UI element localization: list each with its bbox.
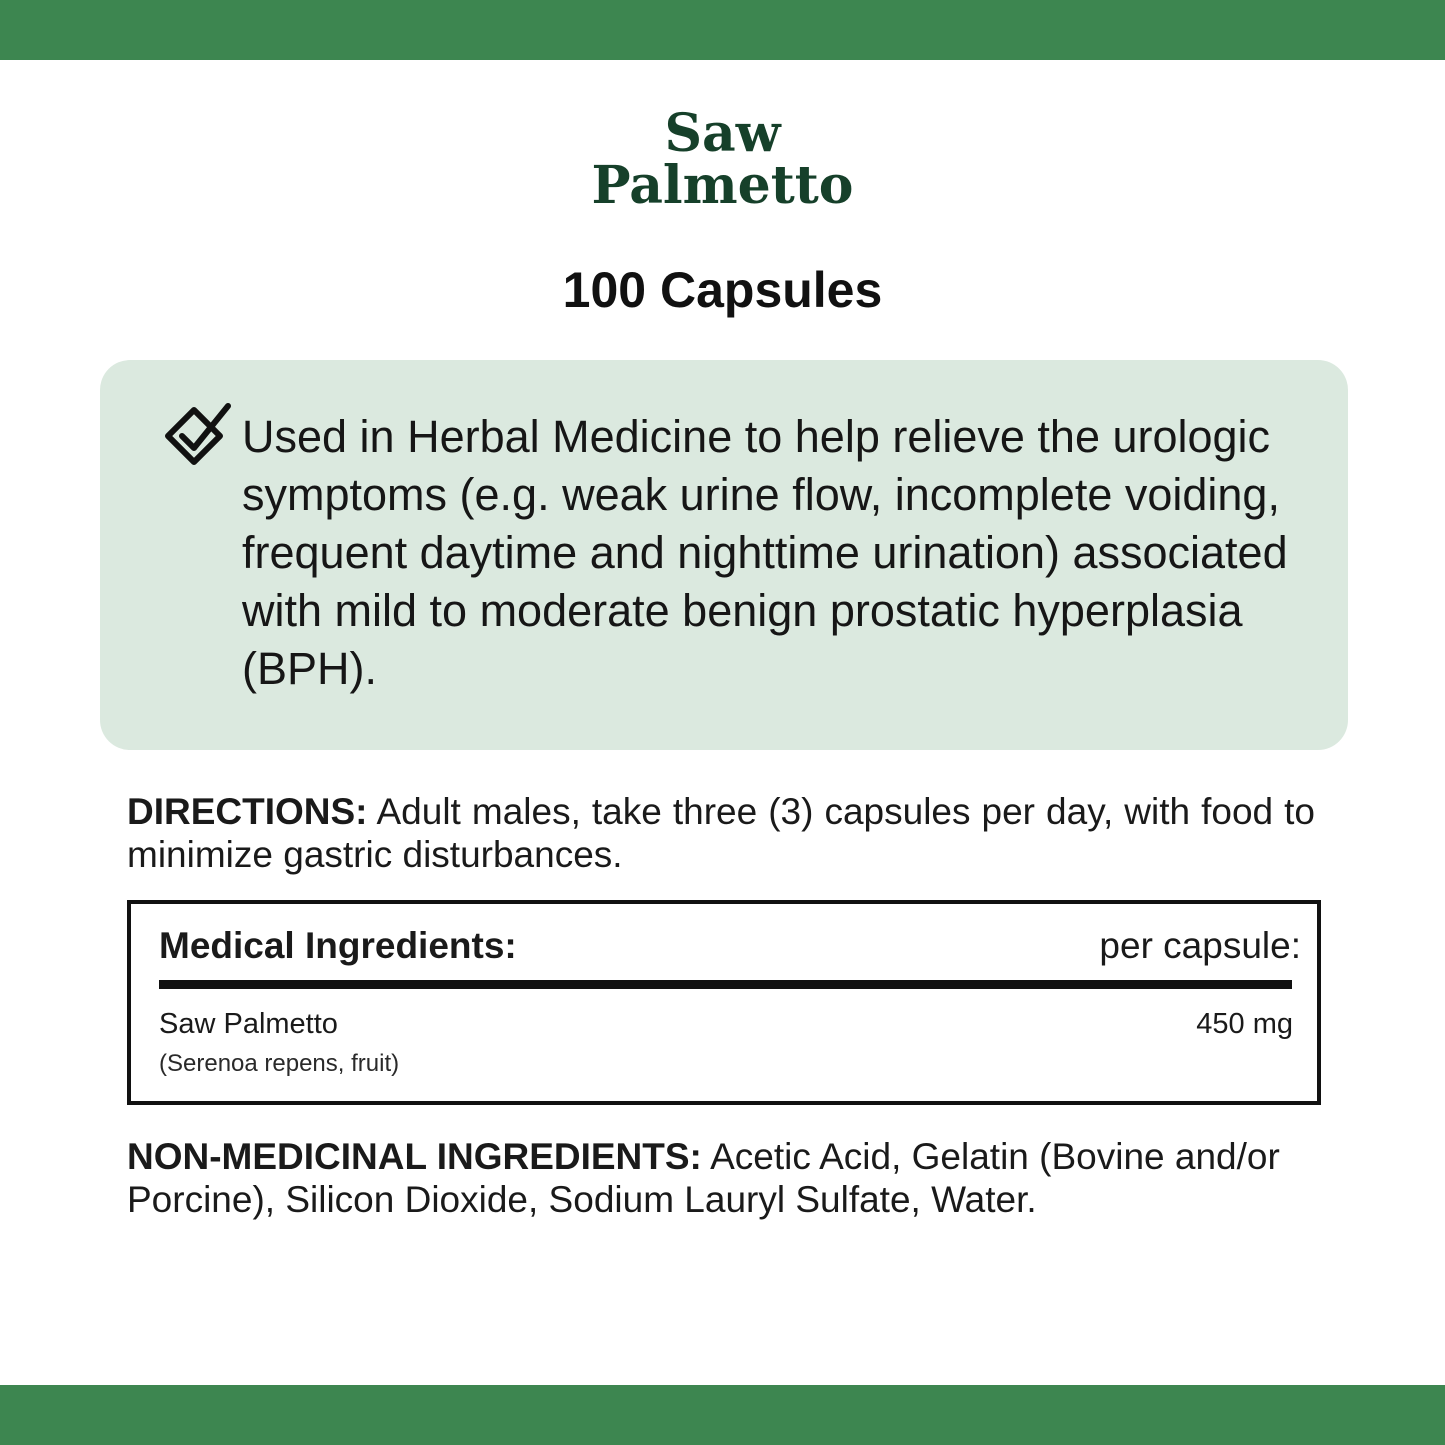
- product-title-line-2: Palmetto: [591, 155, 854, 216]
- directions-label: DIRECTIONS:: [127, 791, 368, 832]
- ingredient-name: Saw Palmetto: [159, 1008, 338, 1040]
- table-header-per-capsule: per capsule:: [1099, 925, 1301, 966]
- non-medicinal-paragraph: [127, 1135, 1319, 1221]
- checkbox-check-icon: [162, 402, 234, 474]
- non-medicinal-label: NON-MEDICINAL INGREDIENTS:: [127, 1136, 702, 1177]
- bottom-green-band: [0, 1385, 1445, 1445]
- table-divider: [159, 980, 1292, 989]
- product-title-line-1: Saw: [664, 103, 781, 164]
- top-green-band: [0, 0, 1445, 60]
- table-header-ingredients: Medical Ingredients:: [159, 925, 517, 966]
- directions-paragraph: [127, 790, 1315, 876]
- directions-text: Adult males, take three (3) capsules per day, with food to minimize gastric disturbances.: [127, 791, 1315, 875]
- product-title: [0, 103, 1445, 216]
- medical-ingredients-table: [127, 900, 1321, 1105]
- ingredient-amount: 450 mg: [1196, 1008, 1293, 1040]
- ingredient-latin-name: (Serenoa repens, fruit): [159, 1050, 400, 1077]
- non-medicinal-text: Acetic Acid, Gelatin (Bovine and/or Porcine), Silicon Dioxide, Sodium Lauryl Sulfate, Water.: [127, 1136, 1280, 1220]
- claim-text: Used in Herbal Medicine to help relieve the urologic symptoms (e.g. weak urine flow, incomplete voiding, frequent daytime and nighttime urination) associated with mild to moderate benign prostatic hyperplasia (BPH).: [242, 411, 1288, 694]
- capsule-count: 100 Capsules: [562, 262, 883, 318]
